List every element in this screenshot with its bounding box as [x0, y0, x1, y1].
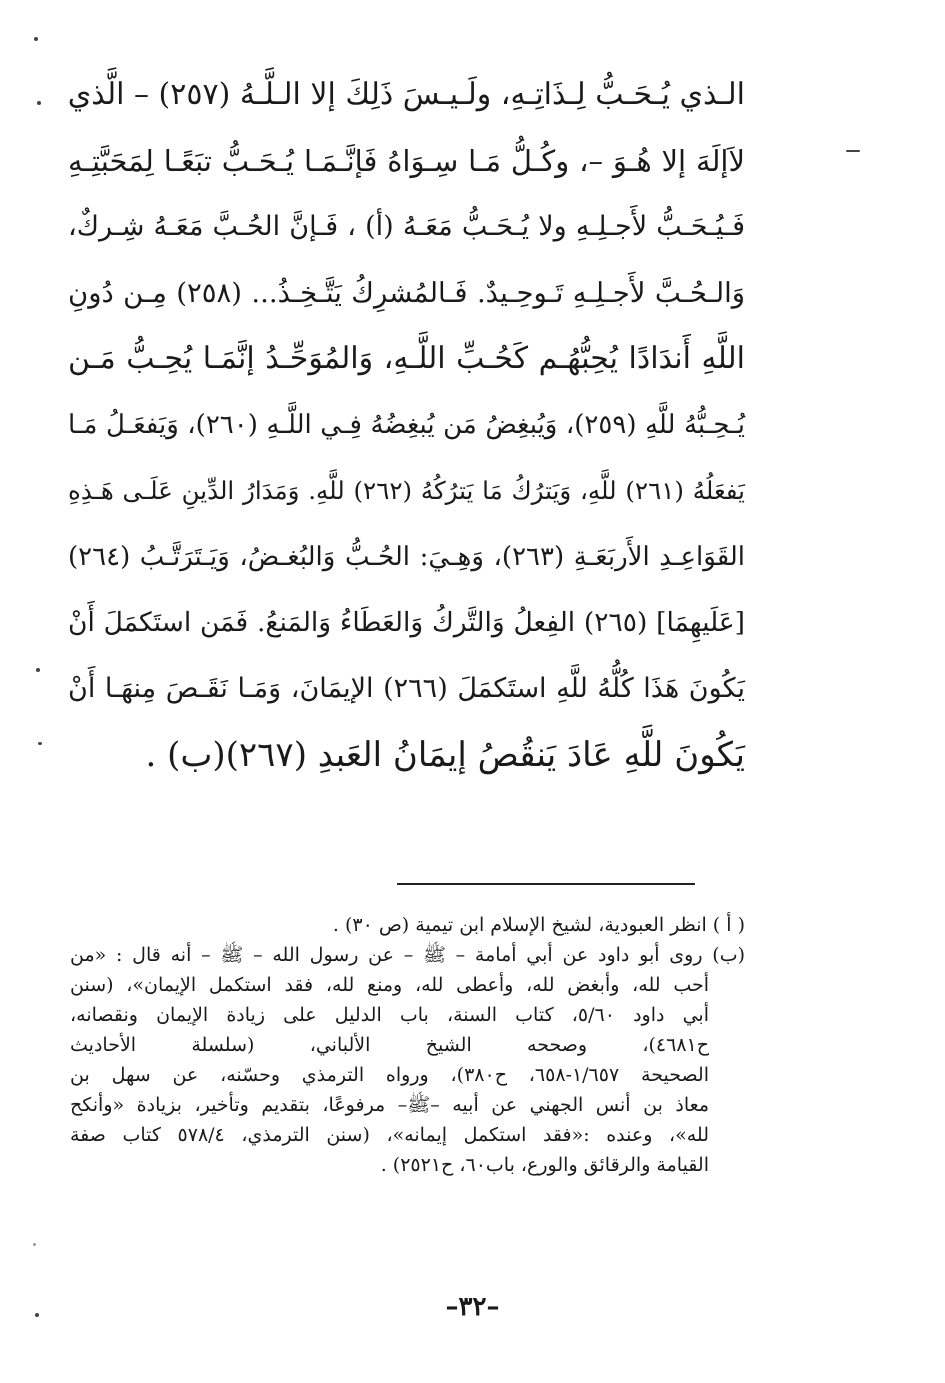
main-body-text [68, 62, 745, 788]
footnote-b-line: أبي داود ٥/٦٠، كتاب السنة، باب الدليل على زيادة الإيمان ونقصانه، [70, 1004, 709, 1026]
footnote-b-first-line: (ب) روى أبو داود عن أبي أمامة – ﷺ – عن رسول الله – ﷺ – أنه قال : «من [70, 944, 745, 966]
body-line: يَكُونَ هَذَا كُلُّهُ للَّهِ استَكمَلَ (٢٦٦) الإيمَانَ، وَمَـا نَقَـصَ مِنهَـا أَنْ [68, 673, 745, 704]
footnote-b-line: أحب لله، وأبغض لله، وأعطى لله، ومنع لله، فقد استكمل الإيمان»، (سنن [70, 974, 709, 996]
scan-speck [35, 1313, 39, 1317]
body-line: فَـيُـحَـبُّ لأَجـلِـهِ ولا يُـحَـبُّ مَعَـهُ (أ) ، فَـإنَّ الحُـبَّ مَعَـهُ شِـركٌ، [68, 211, 745, 242]
body-line: لاَإلَهَ إلا هُـوَ –، وكُـلُّ مَـا سِـوَاهُ فَإنَّـمَـا يُـحَـبُّ تبَعًـا لِمَحَبَّتِـهِ [68, 144, 745, 178]
scan-speck [846, 150, 860, 152]
footnote-b-line: الصحيحة ١/٦٥٧-٦٥٨، ح٣٨٠)، ورواه الترمذي وحسّنه، عن سهل بن [70, 1064, 709, 1086]
scan-speck [37, 101, 41, 105]
scan-speck [33, 1243, 36, 1246]
footnote-a: ( أ ) انظر العبودية، لشيخ الإسلام ابن تيمية (ص ٣٠) . [332, 914, 745, 936]
footnote-b-line: ح٤٦٨١)، وصححه الشيخ الألباني، (سلسلة الأحاديث [70, 1034, 709, 1056]
page-number: –٣٢– [445, 1292, 500, 1322]
footnote-divider [397, 883, 695, 885]
footnote-b-line: معاذ بن أنس الجهني عن أبيه –ﷺ– مرفوعًا، بتقديم وتأخير، بزيادة «وأنكح [70, 1094, 709, 1116]
body-line: الـذي يُـحَـبُّ لِـذَاتِـهِ، ولَـيـسَ ذَلِكَ إلا الـلَّـهُ (٢٥٧) – الَّذي [67, 77, 745, 112]
scan-speck [38, 742, 42, 745]
footnotes [70, 910, 745, 1180]
scan-speck [34, 37, 38, 41]
body-line: اللَّهِ أَندَادًا يُحِبُّهُـم كَحُـبِّ اللَّـهِ، وَالمُوَحِّـدُ إنَّمَـا يُحِـبُّ مَـن [68, 341, 745, 376]
body-line: يُـحِـبُّهُ للَّهِ (٢٥٩)، وَيُبغِضُ مَن يُبغِضُهُ فِـي اللَّـهِ (٢٦٠)، وَيَفعَـلُ مَـا [68, 410, 746, 440]
body-line: [عَلَيهِمَا] (٢٦٥) الفِعلُ وَالتَّركُ وَالعَطَاءُ وَالمَنعُ. فَمَن استَكمَلَ أَنْ [68, 607, 745, 638]
scan-speck [36, 668, 40, 672]
footnote-b-line: لله»، وعنده :«فقد استكمل إيمانه»، (سنن الترمذي، ٥٧٨/٤ كتاب صفة [70, 1124, 709, 1146]
footnote-b-line-last: القيامة والرقائق والورع، باب٦٠، ح٢٥٢١) . [380, 1154, 709, 1176]
body-line: القَوَاعِـدِ الأَربَعَـةِ (٢٦٣)، وَهِـيَ: الحُـبُّ وَالبُغـضُ، وَيَـتَرَتَّـبُ (٢٦٤) [68, 542, 746, 572]
body-line-last: يَكُونَ للَّهِ عَادَ يَنقُصُ إيمَانُ العَبدِ (٢٦٧)(ب) . [145, 735, 745, 775]
body-line: يَفعَلُهُ (٢٦١) للَّهِ، وَيَترُكُ مَا يَترُكُهُ (٢٦٢) للَّهِ. وَمَدَارُ الدِّينِ عَلَـى هَـذِهِ [68, 476, 746, 505]
body-line: وَالـحُـبَّ لأَجـلِـهِ تَـوحِـيدٌ. فَـالمُشرِكُ يَتَّـخِـذُ... (٢٥٨) مِـن دُونِ [68, 277, 746, 309]
